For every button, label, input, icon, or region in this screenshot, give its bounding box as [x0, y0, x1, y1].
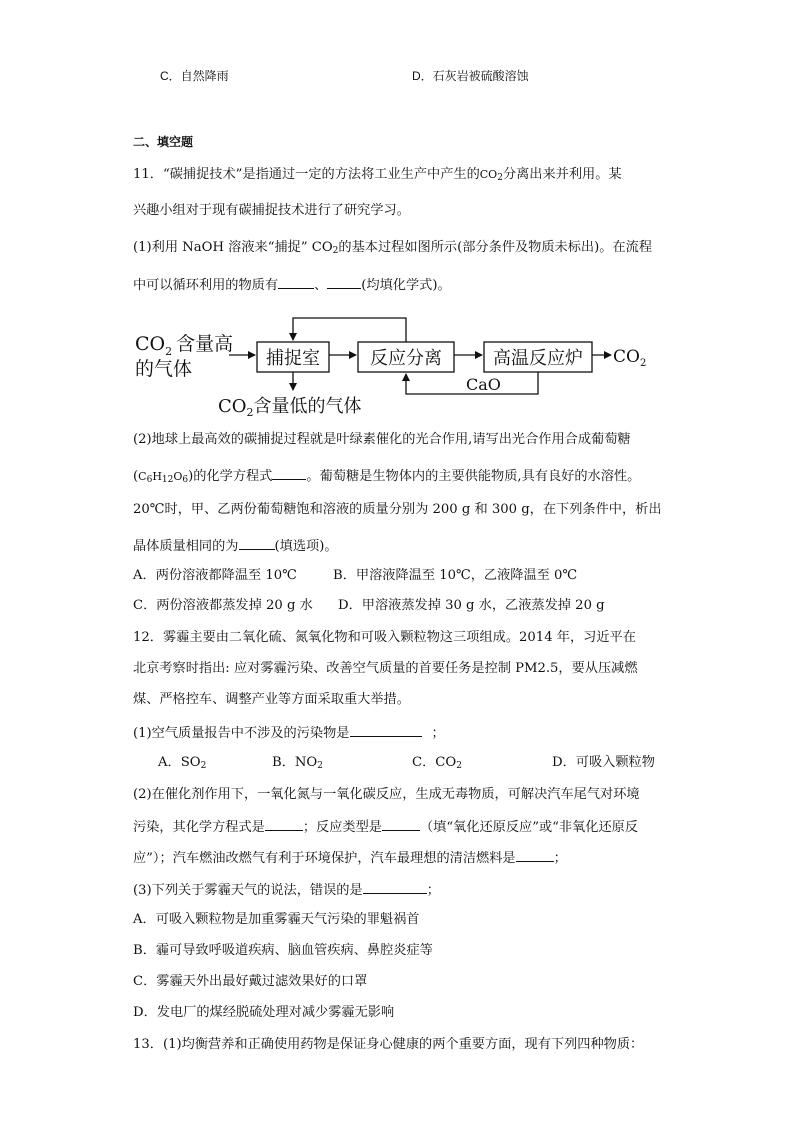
glucose-h-sub: 12 [161, 475, 174, 485]
q12-option-c[interactable] [412, 753, 462, 776]
q11-intro-line2: 兴趣小组对于现有碳捕捉技术进行了研究学习。 [133, 203, 410, 218]
q12-opt-c-sub: 2 [456, 761, 462, 771]
q10-option-c[interactable]: C．自然降雨 [160, 69, 229, 83]
q12-part2-line3 [133, 847, 567, 869]
q11-p1-sub: 2 [332, 246, 339, 256]
q12-opt-a-sub: 2 [200, 761, 207, 771]
low-co2-gas-label: $CO_2$含量低的气体 [218, 396, 362, 419]
answer-blank[interactable] [350, 722, 422, 737]
q12-option-a[interactable] [158, 753, 206, 776]
q11-part2-line4 [133, 535, 338, 557]
glucose-o: O [173, 470, 183, 483]
answer-blank[interactable] [239, 535, 275, 550]
q12-choice-a[interactable]: A．可吸入颗粒物是加重雾霾天气污染的罪魁祸首 [133, 912, 420, 927]
q11-option-d[interactable]: D．甲溶液蒸发掉 30 g 水，乙液蒸发掉 20 g [338, 598, 605, 613]
q12-part1 [133, 722, 445, 744]
q12-line1: 12．雾霾主要由二氧化硫、氮氧化物和可吸入颗粒物这三项组成。2014 年，习近平在 [133, 630, 636, 645]
input-gas-label-2: 的气体 [135, 358, 193, 380]
q12-part3 [133, 879, 440, 901]
q11-intro-line1 [133, 165, 622, 188]
q11-intro-text: “碳捕捉技术”是指通过一定的方法将工业生产中产生的 [162, 167, 480, 182]
answer-blank[interactable] [265, 816, 303, 831]
q11-option-c[interactable]: C．两份溶液都蒸发掉 20 g 水 [133, 598, 313, 613]
glucose-h: H [152, 470, 162, 483]
q11-co2: CO [479, 168, 498, 181]
glucose-c-sub: 6 [146, 475, 153, 485]
box-capture-label: 捕捉室 [266, 348, 320, 369]
q12-option-b[interactable] [272, 753, 323, 776]
q11-p1-b: 的基本过程如图所示(部分条件及物质未标出)。在流程 [338, 240, 653, 255]
q12-p3-text: (3)下列关于雾霾天气的说法，错误的是 [133, 883, 363, 898]
answer-blank[interactable] [327, 274, 361, 289]
paren-open: ( [133, 469, 139, 484]
q11-p2-b-rest: )的化学方程式 [188, 469, 273, 484]
q12-p1-text: (1)空气质量报告中不涉及的污染物是 [133, 726, 350, 741]
q11-intro-text-b: 分离出来并利用。某 [502, 167, 622, 182]
answer-blank[interactable] [516, 847, 554, 862]
q12-choice-b[interactable]: B．霾可导致呼吸道疾病、脑血管疾病、鼻腔炎症等 [133, 943, 433, 958]
q11-part2-line3: 20℃时，甲、乙两份葡萄糖饱和溶液的质量分别为 200 g 和 300 g，在下列条件中，析出 [133, 502, 662, 517]
q12-part2-line2 [133, 816, 638, 838]
box-separation-label: 反应分离 [370, 348, 442, 369]
section-title: 二、填空题 [133, 135, 194, 149]
output-co2-label: $CO_2$ [613, 347, 647, 369]
answer-blank[interactable] [278, 274, 314, 289]
answer-blank[interactable] [382, 816, 420, 831]
q12-option-d[interactable]: D．可吸入颗粒物 [552, 755, 655, 770]
input-gas-label: $CO_2$ 含量高 [135, 333, 234, 358]
q11-p2-d-b: (填选项)。 [274, 539, 338, 554]
q12-line3: 煤、严格控车、调整产业等方面采取重大举措。 [133, 692, 410, 707]
q12-opt-b-text: B．NO [272, 755, 318, 770]
capture-flow-diagram [128, 312, 668, 422]
box-furnace-label: 高温反应炉 [493, 348, 583, 369]
q10-option-d[interactable]: D．石灰岩被硫酸溶蚀 [412, 69, 529, 83]
q12-part2-line1: (2)在催化剂作用下，一氧化氮与一氧化碳反应，生成无毒物质，可解决汽车尾气对环境 [133, 787, 640, 802]
q11-p1-c: 中可以循环利用的物质有 [133, 278, 279, 293]
q11-part2-line1: (2)地球上最高效的碳捕捉过程就是叶绿素催化的光合作用,请写出光合作用合成葡萄糖 [133, 432, 631, 447]
q11-p1-sep: 、 [314, 278, 328, 293]
q11-part1-line2 [133, 274, 451, 296]
q12-choice-d[interactable]: D．发电厂的煤经脱硫处理对减少雾霾无影响 [133, 1005, 395, 1020]
q12-p2-c-b: ； [553, 851, 567, 866]
glucose-o-sub: 6 [182, 475, 189, 485]
q11-p2-d-a: 晶体质量相同的为 [133, 539, 239, 554]
loop-separation-to-capture [293, 318, 406, 342]
q11-option-a[interactable]: A．两份溶液都降温至 10℃ [133, 568, 297, 583]
q11-p2-b-tail: 。葡萄糖是生物体内的主要供能物质,具有良好的水溶性。 [306, 469, 641, 484]
q12-p2-b-b: ；反应类型是 [302, 820, 382, 835]
q12-opt-a-text: A．SO [158, 755, 201, 770]
q12-p2-c-a: 应”）；汽车燃油改燃气有利于环境保护，汽车最理想的清洁燃料是 [133, 851, 516, 866]
glucose-c: C [138, 470, 147, 483]
q11-part2-line2 [133, 465, 640, 490]
q12-p1-end: ； [431, 726, 445, 741]
q12-p2-b-a: 污染，其化学方程式是 [133, 820, 265, 835]
q12-choice-c[interactable]: C．雾霾天外出最好戴过滤效果好的口罩 [133, 974, 368, 989]
answer-blank[interactable] [272, 465, 306, 480]
q12-opt-b-sub: 2 [317, 761, 323, 771]
cao-label: CaO [466, 375, 501, 394]
q11-co2-sub: 2 [497, 173, 503, 183]
q12-p2-b-c: （填“氧化还原反应”或“非氧化还原反 [420, 820, 639, 835]
answer-blank[interactable] [363, 879, 427, 894]
q13-line1: 13．(1)均衡营养和正确使用药物是保证身心健康的两个重要方面，现有下列四种物质： [133, 1037, 644, 1052]
q12-p3-end: ； [426, 883, 440, 898]
q12-opt-c-text: C．CO [412, 755, 457, 770]
q11-part1-line1 [133, 238, 652, 261]
q11-option-b[interactable]: B．甲溶液降温至 10℃，乙液降温至 0℃ [333, 568, 578, 583]
q11-p1-a: (1)利用 NaOH 溶液来“捕捉” CO [133, 240, 333, 255]
q11-p1-d: (均填化学式)。 [361, 278, 451, 293]
q11-number: 11． [133, 167, 163, 182]
q12-line2: 北京考察时指出: 应对雾霾污染、改善空气质量的首要任务是控制 PM2.5，要从压减燃 [133, 661, 638, 676]
